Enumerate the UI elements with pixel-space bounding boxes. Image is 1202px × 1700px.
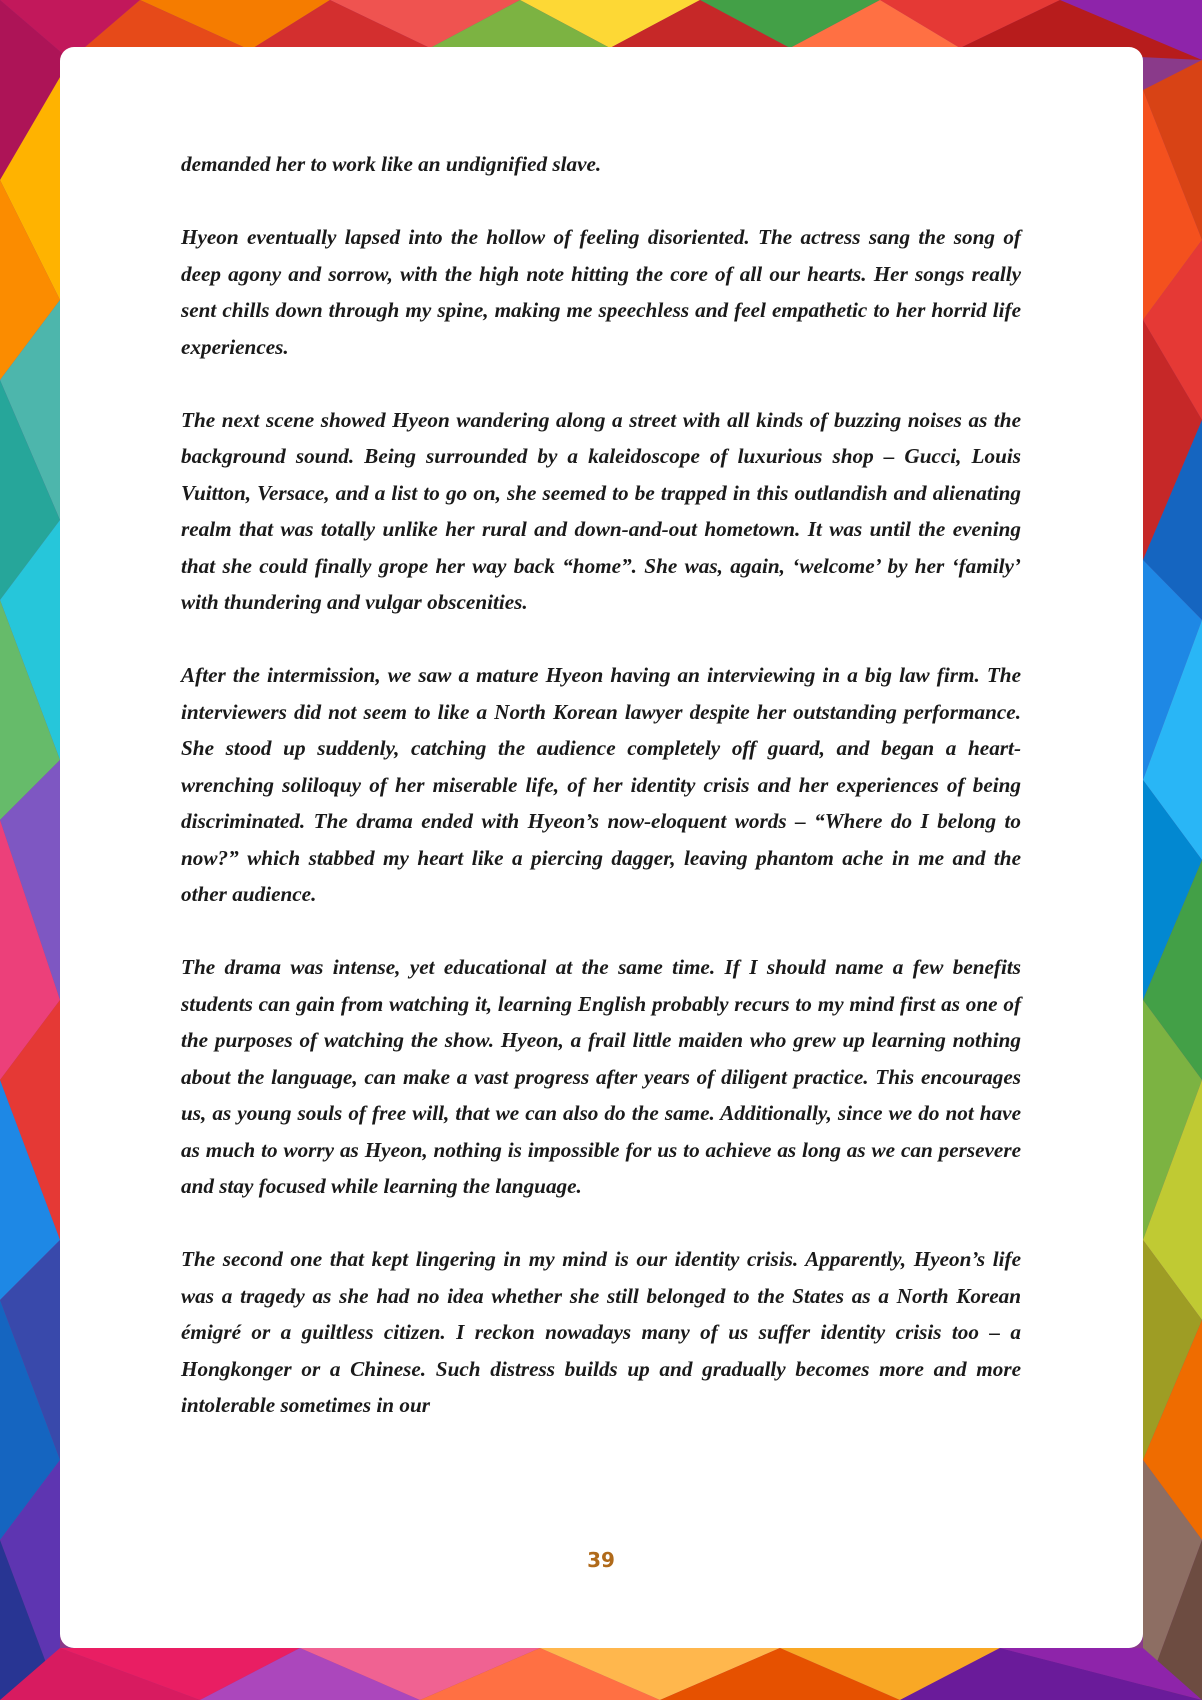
page-number: 39 — [587, 1548, 615, 1572]
body-text — [181, 146, 1021, 1424]
paragraph-6: The second one that kept lingering in my mind is our identity crisis. Apparently, Hyeon’s life was a tragedy as she had no idea whether she still belonged to the States as a North Korean émigré or a guiltless citizen. I reckon nowadays many of us suffer identity crisis too – a Hongkonger or a Chinese. Such distress builds up and gradually becomes more and more intolerable sometimes in our — [181, 1247, 1021, 1417]
paragraph-2: Hyeon eventually lapsed into the hollow of feeling disoriented. The actress sang the song of deep agony and sorrow, with the high note hitting the core of all our hearts. Her songs really sent chills down through my spine, making me speechless and feel empathetic to her horrid life experiences. — [181, 225, 1021, 359]
paragraph-3: The next scene showed Hyeon wandering along a street with all kinds of buzzing noises as the background sound. Being surrounded by a kaleidoscope of luxurious shop – Gucci, Louis Vuitton, Versace, and a list to go on, she seemed to be trapped in this outlandish and alienating realm that was totally unlike her rural and down-and-out hometown. It was until the evening that she could finally grope her way back “home”. She was, again, ‘welcome’ by her ‘family’ with thundering and vulgar obscenities. — [181, 407, 1021, 614]
paragraph-5: The drama was intense, yet educational at the same time. If I should name a few benefits students can gain from watching it, learning English probably recurs to my mind first as one of the purposes of watching the show. Hyeon, a frail little maiden who grew up learning nothing about the language, can make a vast progress after years of diligent practice. This encourages us, as young souls of free will, that we can also do the same. Additionally, since we do not have as much to worry as Hyeon, nothing is impossible for us to achieve as long as we can persevere and stay focused while learning the language. — [181, 955, 1021, 1198]
paragraph-4: After the intermission, we saw a mature Hyeon having an interviewing in a big law firm. The interviewers did not seem to like a North Korean lawyer despite her outstanding performance. She stood up suddenly, catching the audience completely off guard, and began a heart-wrenching soliloquy of her miserable life, of her identity crisis and her experiences of being discriminated. The drama ended with Hyeon’s now-eloquent words – “Where do I belong to now?” which stabbed my heart like a piercing dagger, leaving phantom ache in me and the other audience. — [181, 663, 1021, 906]
paragraph-1: demanded her to work like an undignified slave. — [181, 152, 602, 176]
